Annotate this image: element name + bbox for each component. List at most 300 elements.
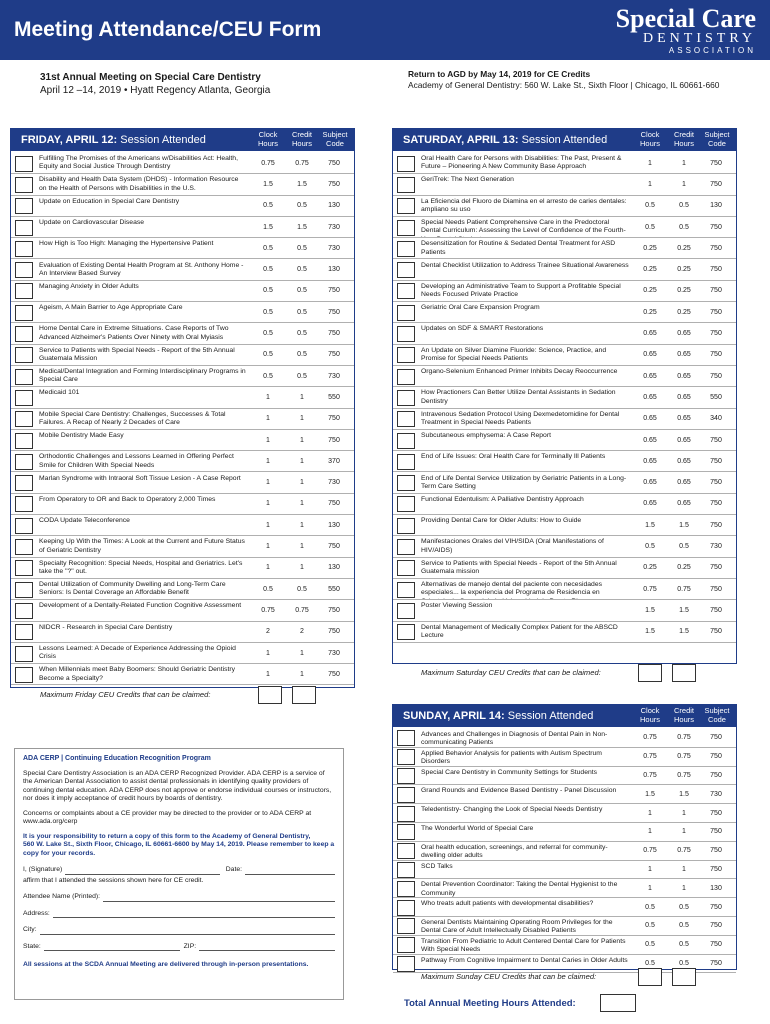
session-row xyxy=(11,366,354,387)
credit-hours: 0.5 xyxy=(679,903,689,911)
session-checkbox[interactable] xyxy=(397,369,415,385)
subject-code: 130 xyxy=(710,884,722,892)
session-title: How Practioners Can Better Utilize Dental Assistants in Sedation Dentistry xyxy=(421,389,616,405)
friday-label: Session Attended xyxy=(117,134,206,146)
clock-hours: 0.5 xyxy=(263,351,273,359)
session-title: Applied Behavior Analysis for patients with Autism Spectrum Disorders xyxy=(421,749,602,766)
session-checkbox[interactable] xyxy=(397,496,415,512)
session-row xyxy=(393,748,736,767)
subject-code: 750 xyxy=(710,628,722,636)
subject-code-header: Subject Code xyxy=(704,130,730,148)
clock-hours: 1 xyxy=(648,159,652,167)
clock-hours: 1 xyxy=(266,564,270,572)
credit-hours: 0.5 xyxy=(297,351,307,359)
session-row xyxy=(393,430,736,451)
friday-max-credit-input[interactable] xyxy=(292,686,316,704)
session-title: Developing an Administrative Team to Support a Profitable Special Needs Focused Private Practice xyxy=(421,282,621,299)
credit-hours: 0.25 xyxy=(677,308,691,316)
session-checkbox[interactable] xyxy=(15,347,33,363)
session-checkbox[interactable] xyxy=(397,475,415,491)
credit-hours: 1 xyxy=(300,670,304,678)
saturday-max-clock-input[interactable] xyxy=(638,664,662,682)
session-title: Desensitization for Routine & Sedated Dental Treatment for ASD Patients xyxy=(421,240,616,256)
sunday-day: SUNDAY, APRIL 14: xyxy=(403,710,505,722)
session-checkbox[interactable] xyxy=(15,262,33,278)
credit-hours: 0.5 xyxy=(297,287,307,295)
subject-code: 750 xyxy=(710,959,722,967)
session-row xyxy=(393,260,736,281)
subject-code: 750 xyxy=(710,457,722,465)
session-checkbox[interactable] xyxy=(15,624,33,640)
city-label: City: xyxy=(23,926,37,933)
clock-hours: 1 xyxy=(648,809,652,817)
credit-hours: 0.5 xyxy=(297,202,307,210)
subject-code: 550 xyxy=(328,393,340,401)
clock-hours: 1 xyxy=(266,479,270,487)
clock-hours: 1 xyxy=(266,436,270,444)
credit-hours: 1 xyxy=(682,865,686,873)
session-title: General Dentists Maintaining Operating Room Privileges for the Dental Care of Adult Intellectually Disabled Patients xyxy=(421,919,613,935)
session-checkbox[interactable] xyxy=(15,305,33,321)
session-row xyxy=(393,409,736,430)
credit-hours: 0.5 xyxy=(297,372,307,380)
session-title: The Wonderful World of Special Care xyxy=(421,825,534,832)
return-title: Return to AGD by May 14, 2019 for CE Credits xyxy=(408,69,591,79)
credit-hours: 0.65 xyxy=(677,415,691,423)
clock-hours: 0.5 xyxy=(645,202,655,210)
session-checkbox[interactable] xyxy=(397,305,415,321)
subject-code: 750 xyxy=(710,922,722,930)
session-checkbox[interactable] xyxy=(397,283,415,299)
affirm-text: affirm that I attended the sessions shown here for CE credit. xyxy=(23,876,204,884)
clock-hours: 0.75 xyxy=(261,606,275,614)
session-checkbox[interactable] xyxy=(397,433,415,449)
credit-hours: 0.65 xyxy=(677,351,691,359)
subject-code: 730 xyxy=(710,790,722,798)
session-row xyxy=(11,643,354,664)
clock-hours: 0.65 xyxy=(643,415,657,423)
logo-main-text: Special Care xyxy=(615,4,756,33)
clock-hours-header: Clock Hours xyxy=(639,706,660,724)
credit-hours: 0.25 xyxy=(677,287,691,295)
session-checkbox[interactable] xyxy=(397,749,415,765)
subject-code: 750 xyxy=(328,670,340,678)
credit-hours: 0.5 xyxy=(297,244,307,252)
subject-code: 130 xyxy=(328,202,340,210)
subject-code: 750 xyxy=(710,372,722,380)
logo-sub-text: DENTISTRY xyxy=(643,31,756,46)
logo-assoc-text: ASSOCIATION xyxy=(668,46,756,55)
credit-hours: 1 xyxy=(682,180,686,188)
address-field[interactable] xyxy=(53,910,335,918)
session-title: GeriTrek: The Next Generation xyxy=(421,176,514,184)
session-title: Manifestaciones Orales del VIH/SIDA (Oral Manifestations of HIV/AIDS) xyxy=(421,538,604,554)
credit-hours: 1.5 xyxy=(679,628,689,636)
subject-code: 750 xyxy=(710,828,722,836)
session-title: When Millennials meet Baby Boomers: Should Geriatric Dentistry Become a Specialty? xyxy=(39,666,236,682)
saturday-footer: Maximum Saturday CEU Credits that can be claimed: xyxy=(421,668,601,677)
session-row xyxy=(393,281,736,302)
cerp-concerns: Concerns or complaints about a CE provider may be directed to the provider or to ADA CERP at www.ada.org/cerp xyxy=(23,809,312,825)
session-row xyxy=(11,323,354,344)
clock-hours: 1 xyxy=(266,500,270,508)
clock-hours: 0.5 xyxy=(263,372,273,380)
clock-hours: 1 xyxy=(648,180,652,188)
session-title: End of Life Dental Service Utilization by Geriatric Patients in a Long-Term Care Setting xyxy=(421,474,627,490)
subject-code: 130 xyxy=(328,521,340,529)
subject-code: 130 xyxy=(710,202,722,210)
session-title: Specialty Recognition: Special Needs, Hospital and Geriatrics. Let's take the "?" out. xyxy=(39,559,243,576)
session-row xyxy=(393,558,736,579)
credit-hours: 1 xyxy=(300,564,304,572)
return-info xyxy=(408,69,738,91)
clock-hours: 0.5 xyxy=(263,202,273,210)
signature-field[interactable] xyxy=(65,867,219,875)
session-title: Development of a Dentally-Related Function Cognitive Assessment xyxy=(39,602,242,610)
session-checkbox[interactable] xyxy=(397,624,415,640)
ada-cerp-box xyxy=(14,748,344,1000)
session-row xyxy=(393,861,736,880)
subject-code-header: Subject Code xyxy=(322,130,348,148)
session-checkbox[interactable] xyxy=(397,918,415,934)
session-checkbox[interactable] xyxy=(397,262,415,278)
session-row xyxy=(393,879,736,898)
session-checkbox[interactable] xyxy=(15,241,33,257)
session-checkbox[interactable] xyxy=(15,390,33,406)
clock-hours: 0.65 xyxy=(643,457,657,465)
session-title: Alternativas de manejo dental del paciente con necesidades especiales... la experiencia del Programa de Residencia en xyxy=(421,581,602,597)
clock-hours-header: Clock Hours xyxy=(257,130,278,148)
session-checkbox[interactable] xyxy=(397,843,415,859)
credit-hours: 0.5 xyxy=(679,922,689,930)
subject-code: 730 xyxy=(328,649,340,657)
session-row xyxy=(393,622,736,643)
credit-hours: 1 xyxy=(300,479,304,487)
subject-code: 750 xyxy=(328,606,340,614)
session-checkbox[interactable] xyxy=(397,824,415,840)
session-checkbox[interactable] xyxy=(397,787,415,803)
clock-hours: 0.5 xyxy=(645,543,655,551)
credit-hours: 0.65 xyxy=(677,436,691,444)
clock-hours: 1.5 xyxy=(645,628,655,636)
clock-hours: 0.25 xyxy=(643,308,657,316)
credit-hours: 0.75 xyxy=(677,585,691,593)
cerp-title: ADA CERP | Continuing Education Recognition Program xyxy=(23,755,211,762)
saturday-header xyxy=(393,129,736,151)
session-checkbox[interactable] xyxy=(15,326,33,342)
session-row xyxy=(11,451,354,472)
subject-code: 750 xyxy=(328,180,340,188)
session-row xyxy=(11,515,354,536)
session-row xyxy=(393,579,736,600)
session-title: Mobile Special Care Dentistry: Challenges, Successes & Total Failures. A Recap of Nearly 2 Decades of Care xyxy=(39,410,226,426)
clock-hours: 0.75 xyxy=(643,847,657,855)
session-row xyxy=(11,387,354,408)
session-checkbox[interactable] xyxy=(397,454,415,470)
clock-hours: 1 xyxy=(266,393,270,401)
subject-code: 730 xyxy=(328,244,340,252)
session-title: Service to Patients with Special Needs - Report of the 5th Annual Guatemala mission xyxy=(421,559,617,576)
credit-hours: 0.5 xyxy=(679,202,689,210)
sunday-label: Session Attended xyxy=(504,710,594,722)
session-checkbox[interactable] xyxy=(15,667,33,683)
attendee-name-field[interactable] xyxy=(103,894,335,902)
clock-hours: 0.25 xyxy=(643,244,657,252)
subject-code: 730 xyxy=(710,543,722,551)
zip-field[interactable] xyxy=(199,943,335,951)
session-checkbox[interactable] xyxy=(15,220,33,236)
meeting-subtitle: April 12 –14, 2019 • Hyatt Regency Atlanta, Georgia xyxy=(40,85,271,96)
clock-hours: 0.65 xyxy=(643,500,657,508)
subject-code: 750 xyxy=(710,180,722,188)
clock-hours: 0.65 xyxy=(643,330,657,338)
credit-hours: 0.25 xyxy=(677,244,691,252)
subject-code: 750 xyxy=(710,521,722,529)
session-title: La Eficiencia del Fluoro de Diamina en el arresto de caries dentales: ampliano su uso xyxy=(421,197,627,213)
session-checkbox[interactable] xyxy=(15,603,33,619)
session-row xyxy=(393,917,736,936)
sunday-header xyxy=(393,705,736,727)
session-title: Providing Dental Care for Older Adults: How to Guide xyxy=(421,517,582,525)
saturday-max-credit-input[interactable] xyxy=(672,664,696,682)
subject-code: 750 xyxy=(710,479,722,487)
session-checkbox[interactable] xyxy=(15,177,33,193)
clock-hours: 1.5 xyxy=(645,606,655,614)
credit-hours: 0.5 xyxy=(297,308,307,316)
clock-hours: 1.5 xyxy=(263,223,273,231)
credit-hours: 0.75 xyxy=(677,847,691,855)
session-checkbox[interactable] xyxy=(397,156,415,172)
session-row xyxy=(393,898,736,917)
cerp-responsibility: It is your responsibility to return a copy of this form to the Academy of General Dentistry, xyxy=(23,832,311,840)
session-checkbox[interactable] xyxy=(397,730,415,746)
session-title: Service to Patients with Special Needs - Report of the 5th Annual Guatemala Mission xyxy=(39,346,235,363)
subject-code: 370 xyxy=(328,457,340,465)
session-title: Dental Utilization of Community Dwelling and Long-Term Care Seniors: Is Dental Coverage an Affordable Benefit xyxy=(39,581,226,597)
credit-hours-header: Credit Hours xyxy=(673,706,694,724)
saturday-day: SATURDAY, APRIL 13: xyxy=(403,134,519,146)
credit-hours: 1 xyxy=(300,500,304,508)
session-row xyxy=(11,217,354,238)
session-row xyxy=(393,936,736,955)
credit-hours: 0.5 xyxy=(679,543,689,551)
session-title: Medical/Dental Integration and Forming Interdisciplinary Programs in Special Care xyxy=(39,368,246,384)
subject-code: 550 xyxy=(710,393,722,401)
clock-hours: 0.65 xyxy=(643,351,657,359)
subject-code: 750 xyxy=(710,351,722,359)
state-label: State: xyxy=(23,942,41,950)
session-checkbox[interactable] xyxy=(15,283,33,299)
subject-code: 750 xyxy=(710,287,722,295)
subject-code: 750 xyxy=(710,809,722,817)
session-checkbox[interactable] xyxy=(397,326,415,342)
session-checkbox[interactable] xyxy=(397,177,415,193)
session-checkbox[interactable] xyxy=(15,539,33,555)
session-row xyxy=(11,536,354,557)
session-row xyxy=(11,238,354,259)
credit-hours: 1 xyxy=(300,436,304,444)
form-title: Meeting Attendance/CEU Form xyxy=(14,18,322,41)
session-title: Transition From Pediatric to Adult Centered Dental Care for Patients With Special Needs xyxy=(421,937,626,954)
credit-hours: 0.25 xyxy=(677,564,691,572)
session-row xyxy=(393,302,736,323)
session-checkbox[interactable] xyxy=(397,198,415,214)
session-row xyxy=(11,196,354,217)
session-title: Home Dental Care in Extreme Situations. Case Reports of Two Advanced Alzheimer's Patients Over Ninety with Oral Myiasis xyxy=(39,325,229,341)
friday-header xyxy=(11,129,354,151)
session-checkbox[interactable] xyxy=(15,646,33,662)
session-row xyxy=(393,366,736,387)
clock-hours: 0.25 xyxy=(643,564,657,572)
sunday-max-credit-input[interactable] xyxy=(672,968,696,986)
session-checkbox[interactable] xyxy=(397,220,415,236)
session-title: Subcutaneous emphysema: A Case Report xyxy=(421,431,551,439)
clock-hours: 0.5 xyxy=(263,266,273,274)
session-title: Disability and Health Data System (DHDS) - Information Resource on the Health of Persons with Disabilities in the U.S. xyxy=(39,176,239,192)
session-checkbox[interactable] xyxy=(397,411,415,427)
subject-code: 750 xyxy=(710,771,722,779)
session-checkbox[interactable] xyxy=(15,475,33,491)
clock-hours: 0.5 xyxy=(263,308,273,316)
credit-hours: 1 xyxy=(682,809,686,817)
session-row xyxy=(393,823,736,842)
subject-code: 750 xyxy=(710,585,722,593)
meeting-title: 31st Annual Meeting on Special Care Dentistry xyxy=(40,72,261,83)
session-checkbox[interactable] xyxy=(397,937,415,953)
clock-hours: 2 xyxy=(266,628,270,636)
session-row xyxy=(11,579,354,600)
session-checkbox[interactable] xyxy=(15,411,33,427)
subject-code: 750 xyxy=(328,287,340,295)
session-title: Medicaid 101 xyxy=(39,389,80,397)
session-checkbox[interactable] xyxy=(15,454,33,470)
session-title: Dental Checklist Utilization to Address Trainee Situational Awareness xyxy=(421,261,629,269)
session-checkbox[interactable] xyxy=(397,881,415,897)
session-title: Advances and Challenges in Diagnosis of Dental Pain in Non-communicating Patients xyxy=(421,731,608,747)
session-checkbox[interactable] xyxy=(397,560,415,576)
session-checkbox[interactable] xyxy=(397,956,415,972)
session-title: From Operatory to OR and Back to Operatory 2,000 Times xyxy=(39,495,216,503)
subject-code: 750 xyxy=(710,159,722,167)
clock-hours: 1.5 xyxy=(263,180,273,188)
session-checkbox[interactable] xyxy=(397,900,415,916)
credit-hours: 0.65 xyxy=(677,457,691,465)
clock-hours: 1 xyxy=(266,649,270,657)
session-checkbox[interactable] xyxy=(397,539,415,555)
clock-hours: 0.5 xyxy=(645,941,655,949)
city-field[interactable] xyxy=(40,927,335,935)
subject-code: 750 xyxy=(710,223,722,231)
session-title: Oral Health Care for Persons with Disabilities: The Past, Present & Future – Pioneering A New Community Base Approach xyxy=(421,155,622,171)
subject-code: 750 xyxy=(710,330,722,338)
sunday-max-clock-input[interactable] xyxy=(638,968,662,986)
session-title: Functional Edentulism: A Palliative Dentistry Approach xyxy=(421,495,584,503)
session-row xyxy=(11,430,354,451)
subject-code: 750 xyxy=(328,159,340,167)
session-title: Orthodontic Challenges and Lessons Learned in Offering Perfect Smile for Children With Special Needs xyxy=(39,453,234,469)
date-label: Date: xyxy=(225,866,242,873)
clock-hours: 1 xyxy=(266,670,270,678)
subject-code: 750 xyxy=(710,500,722,508)
session-checkbox[interactable] xyxy=(397,862,415,878)
session-title: Ageism, A Main Barrier to Age Appropriate Care xyxy=(39,304,183,312)
session-row xyxy=(393,785,736,804)
session-checkbox[interactable] xyxy=(15,496,33,512)
state-field[interactable] xyxy=(44,943,180,951)
credit-hours: 0.5 xyxy=(297,585,307,593)
credit-hours: 0.75 xyxy=(295,159,309,167)
clock-hours: 1.5 xyxy=(645,790,655,798)
session-checkbox[interactable] xyxy=(397,582,415,598)
zip-label: ZIP: xyxy=(183,942,197,950)
saturday-label: Session Attended xyxy=(518,134,608,146)
credit-hours: 1.5 xyxy=(679,790,689,798)
subject-code: 750 xyxy=(328,436,340,444)
session-checkbox[interactable] xyxy=(15,560,33,576)
date-field[interactable] xyxy=(245,867,335,875)
session-row xyxy=(11,174,354,195)
credit-hours: 0.65 xyxy=(677,479,691,487)
session-title: Geriatric Oral Care Expansion Program xyxy=(421,304,540,312)
clock-hours: 1 xyxy=(266,415,270,423)
credit-hours: 0.75 xyxy=(677,771,691,779)
session-row xyxy=(11,473,354,494)
signature-label: I, (Signature) xyxy=(23,866,63,873)
friday-footer: Maximum Friday CEU Credits that can be claimed: xyxy=(40,690,211,699)
session-row xyxy=(11,302,354,323)
total-hours-input[interactable] xyxy=(600,994,636,1012)
session-row xyxy=(393,451,736,472)
credit-hours: 0.5 xyxy=(679,941,689,949)
session-title: Intravenous Sedation Protocol Using Dexmedetomidine for Dental Treatment in Special Needs Patients xyxy=(421,410,620,426)
credit-hours: 0.65 xyxy=(677,500,691,508)
clock-hours: 0.65 xyxy=(643,393,657,401)
credit-hours: 0.75 xyxy=(677,734,691,742)
friday-max-clock-input[interactable] xyxy=(258,686,282,704)
subject-code: 750 xyxy=(710,865,722,873)
clock-hours: 0.5 xyxy=(645,922,655,930)
subject-code: 750 xyxy=(328,415,340,423)
session-row xyxy=(11,494,354,515)
session-checkbox[interactable] xyxy=(15,369,33,385)
clock-hours: 0.5 xyxy=(263,330,273,338)
session-checkbox[interactable] xyxy=(397,603,415,619)
session-title: Marlan Syndrome with Intraoral Soft Tissue Lesion - A Case Report xyxy=(39,474,241,482)
clock-hours: 0.25 xyxy=(643,287,657,295)
session-checkbox[interactable] xyxy=(397,768,415,784)
clock-hours: 1 xyxy=(648,865,652,873)
session-checkbox[interactable] xyxy=(15,433,33,449)
session-title: Organo-Selenium Enhanced Primer Inhibits Decay Reoccurrence xyxy=(421,368,618,375)
session-checkbox[interactable] xyxy=(397,347,415,363)
credit-hours: 1 xyxy=(300,415,304,423)
session-checkbox[interactable] xyxy=(397,806,415,822)
session-checkbox[interactable] xyxy=(397,518,415,534)
credit-hours: 1 xyxy=(682,159,686,167)
session-checkbox[interactable] xyxy=(15,156,33,172)
session-checkbox[interactable] xyxy=(15,582,33,598)
session-checkbox[interactable] xyxy=(15,198,33,214)
session-checkbox[interactable] xyxy=(15,518,33,534)
session-checkbox[interactable] xyxy=(397,241,415,257)
credit-hours: 0.5 xyxy=(679,223,689,231)
clock-hours: 1 xyxy=(266,521,270,529)
session-row xyxy=(11,558,354,579)
credit-hours-header: Credit Hours xyxy=(673,130,694,148)
session-checkbox[interactable] xyxy=(397,390,415,406)
credit-hours: 0.25 xyxy=(677,266,691,274)
session-row xyxy=(393,345,736,366)
